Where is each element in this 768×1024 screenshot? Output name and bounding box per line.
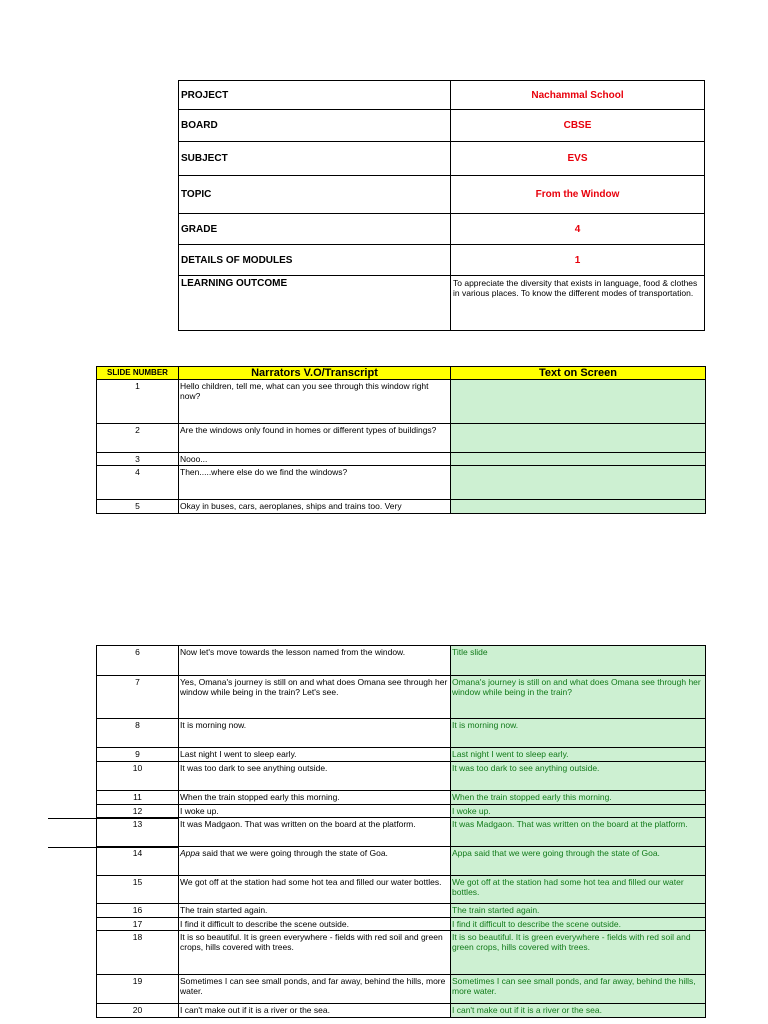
text-on-screen-cell: It was too dark to see anything outside. [451, 762, 706, 791]
info-key-subject: SUBJECT [179, 142, 451, 176]
text-on-screen-cell: The train started again. [451, 904, 706, 918]
table-row [97, 500, 706, 514]
info-value-topic: From the Window [451, 176, 705, 214]
transcript-cell: I find it difficult to describe the scene outside. [179, 918, 451, 931]
slide-number: 2 [97, 424, 179, 453]
slide-number: 17 [97, 918, 179, 931]
slide-number: 9 [97, 748, 179, 762]
table-row [97, 380, 706, 424]
text-on-screen-cell: It is morning now. [451, 719, 706, 748]
project-info-table [178, 80, 705, 331]
header-text-on-screen: Text on Screen [451, 367, 706, 380]
transcript-cell: Okay in buses, cars, aeroplanes, ships and trains too. Very [179, 500, 451, 514]
slide-number: 4 [97, 466, 179, 500]
transcript-cell: It was Madgaon. That was written on the board at the platform. [179, 818, 451, 847]
transcript-cell: Now let's move towards the lesson named from the window. [179, 646, 451, 676]
transcript-cell: The train started again. [179, 904, 451, 918]
text-on-screen-cell: Appa said that we were going through the state of Goa. [451, 847, 706, 876]
text-on-screen-cell [451, 500, 706, 514]
italic-word: Appa [180, 848, 200, 858]
table-row [97, 805, 706, 818]
text-on-screen-cell: We got off at the station had some hot tea and filled our water bottles. [451, 876, 706, 904]
slide-number: 11 [97, 791, 179, 805]
table-row [97, 748, 706, 762]
text-on-screen-cell: It was Madgaon. That was written on the board at the platform. [451, 818, 706, 847]
table-row [97, 719, 706, 748]
slide-number: 1 [97, 380, 179, 424]
info-value-project: Nachammal School [451, 81, 705, 110]
transcript-cell: Sometimes I can see small ponds, and far away, behind the hills, more water. [179, 975, 451, 1004]
script-table-bottom [96, 645, 706, 1018]
table-row [97, 975, 706, 1004]
info-key-project: PROJECT [179, 81, 451, 110]
info-key-grade: GRADE [179, 214, 451, 245]
info-value-subject: EVS [451, 142, 705, 176]
transcript-cell: Then.....where else do we find the windows? [179, 466, 451, 500]
slide-number: 20 [97, 1004, 179, 1018]
transcript-cell: Yes, Omana's journey is still on and what does Omana see through her window while being in the train? Let's see. [179, 676, 451, 719]
table-row [97, 762, 706, 791]
text-on-screen-cell: Title slide [451, 646, 706, 676]
transcript-cell: It was too dark to see anything outside. [179, 762, 451, 791]
slide-number: 12 [97, 805, 179, 818]
text-on-screen-cell: I woke up. [451, 805, 706, 818]
table-row [97, 791, 706, 805]
header-narrator-vo: Narrators V.O/Transcript [179, 367, 451, 380]
transcript-cell: Nooo... [179, 453, 451, 466]
table-row [97, 646, 706, 676]
text-on-screen-cell [451, 380, 706, 424]
text-on-screen-cell: Sometimes I can see small ponds, and far away, behind the hills, more water. [451, 975, 706, 1004]
slide-number: 16 [97, 904, 179, 918]
table-row [97, 876, 706, 904]
text-on-screen-cell: When the train stopped early this morning. [451, 791, 706, 805]
transcript-cell: Hello children, tell me, what can you see through this window right now? [179, 380, 451, 424]
transcript-cell: It is morning now. [179, 719, 451, 748]
text-on-screen-cell: I find it difficult to describe the scene outside. [451, 918, 706, 931]
info-value-learning-outcome: To appreciate the diversity that exists in language, food & clothes in various places. To know the different modes of transportation. [451, 276, 705, 331]
transcript-cell: When the train stopped early this morning. [179, 791, 451, 805]
transcript-cell [179, 847, 451, 876]
slide-number: 15 [97, 876, 179, 904]
info-key-modules: DETAILS OF MODULES [179, 245, 451, 276]
script-table-top [96, 366, 706, 514]
slide-number: 10 [97, 762, 179, 791]
info-key-board: BOARD [179, 110, 451, 142]
table-row [97, 818, 706, 847]
info-value-grade: 4 [451, 214, 705, 245]
table-row [97, 931, 706, 975]
slide-number: 7 [97, 676, 179, 719]
text-on-screen-cell [451, 424, 706, 453]
transcript-cell: We got off at the station had some hot tea and filled our water bottles. [179, 876, 451, 904]
table-row [97, 424, 706, 453]
table-row [97, 453, 706, 466]
table-row [97, 676, 706, 719]
text-on-screen-cell: Last night I went to sleep early. [451, 748, 706, 762]
transcript-cell: It is so beautiful. It is green everywhere - fields with red soil and green crops, hills covered with trees. [179, 931, 451, 975]
info-key-topic: TOPIC [179, 176, 451, 214]
header-slide-number: SLIDE NUMBER [97, 367, 179, 380]
table-row [97, 1004, 706, 1018]
slide-number: 19 [97, 975, 179, 1004]
table-row [97, 918, 706, 931]
text-on-screen-cell [451, 466, 706, 500]
transcript-cell: Are the windows only found in homes or different types of buildings? [179, 424, 451, 453]
text-on-screen-cell: It is so beautiful. It is green everywhere - fields with red soil and green crops, hills covered with trees. [451, 931, 706, 975]
text-on-screen-cell: I can't make out if it is a river or the sea. [451, 1004, 706, 1018]
slide-number: 14 [97, 847, 179, 876]
slide-number: 3 [97, 453, 179, 466]
slide-number: 13 [97, 818, 179, 847]
transcript-cell: Last night I went to sleep early. [179, 748, 451, 762]
transcript-cell: I can't make out if it is a river or the sea. [179, 1004, 451, 1018]
transcript-text: said that we were going through the state of Goa. [199, 848, 388, 858]
slide-number: 5 [97, 500, 179, 514]
info-key-learning-outcome: LEARNING OUTCOME [179, 276, 451, 331]
table-row [97, 466, 706, 500]
slide-number: 6 [97, 646, 179, 676]
table-row [97, 904, 706, 918]
table-row [97, 847, 706, 876]
transcript-cell: I woke up. [179, 805, 451, 818]
info-value-board: CBSE [451, 110, 705, 142]
slide-number: 8 [97, 719, 179, 748]
slide-number: 18 [97, 931, 179, 975]
text-on-screen-cell [451, 453, 706, 466]
info-value-modules: 1 [451, 245, 705, 276]
text-on-screen-cell: Omana's journey is still on and what does Omana see through her window while being in the train? [451, 676, 706, 719]
